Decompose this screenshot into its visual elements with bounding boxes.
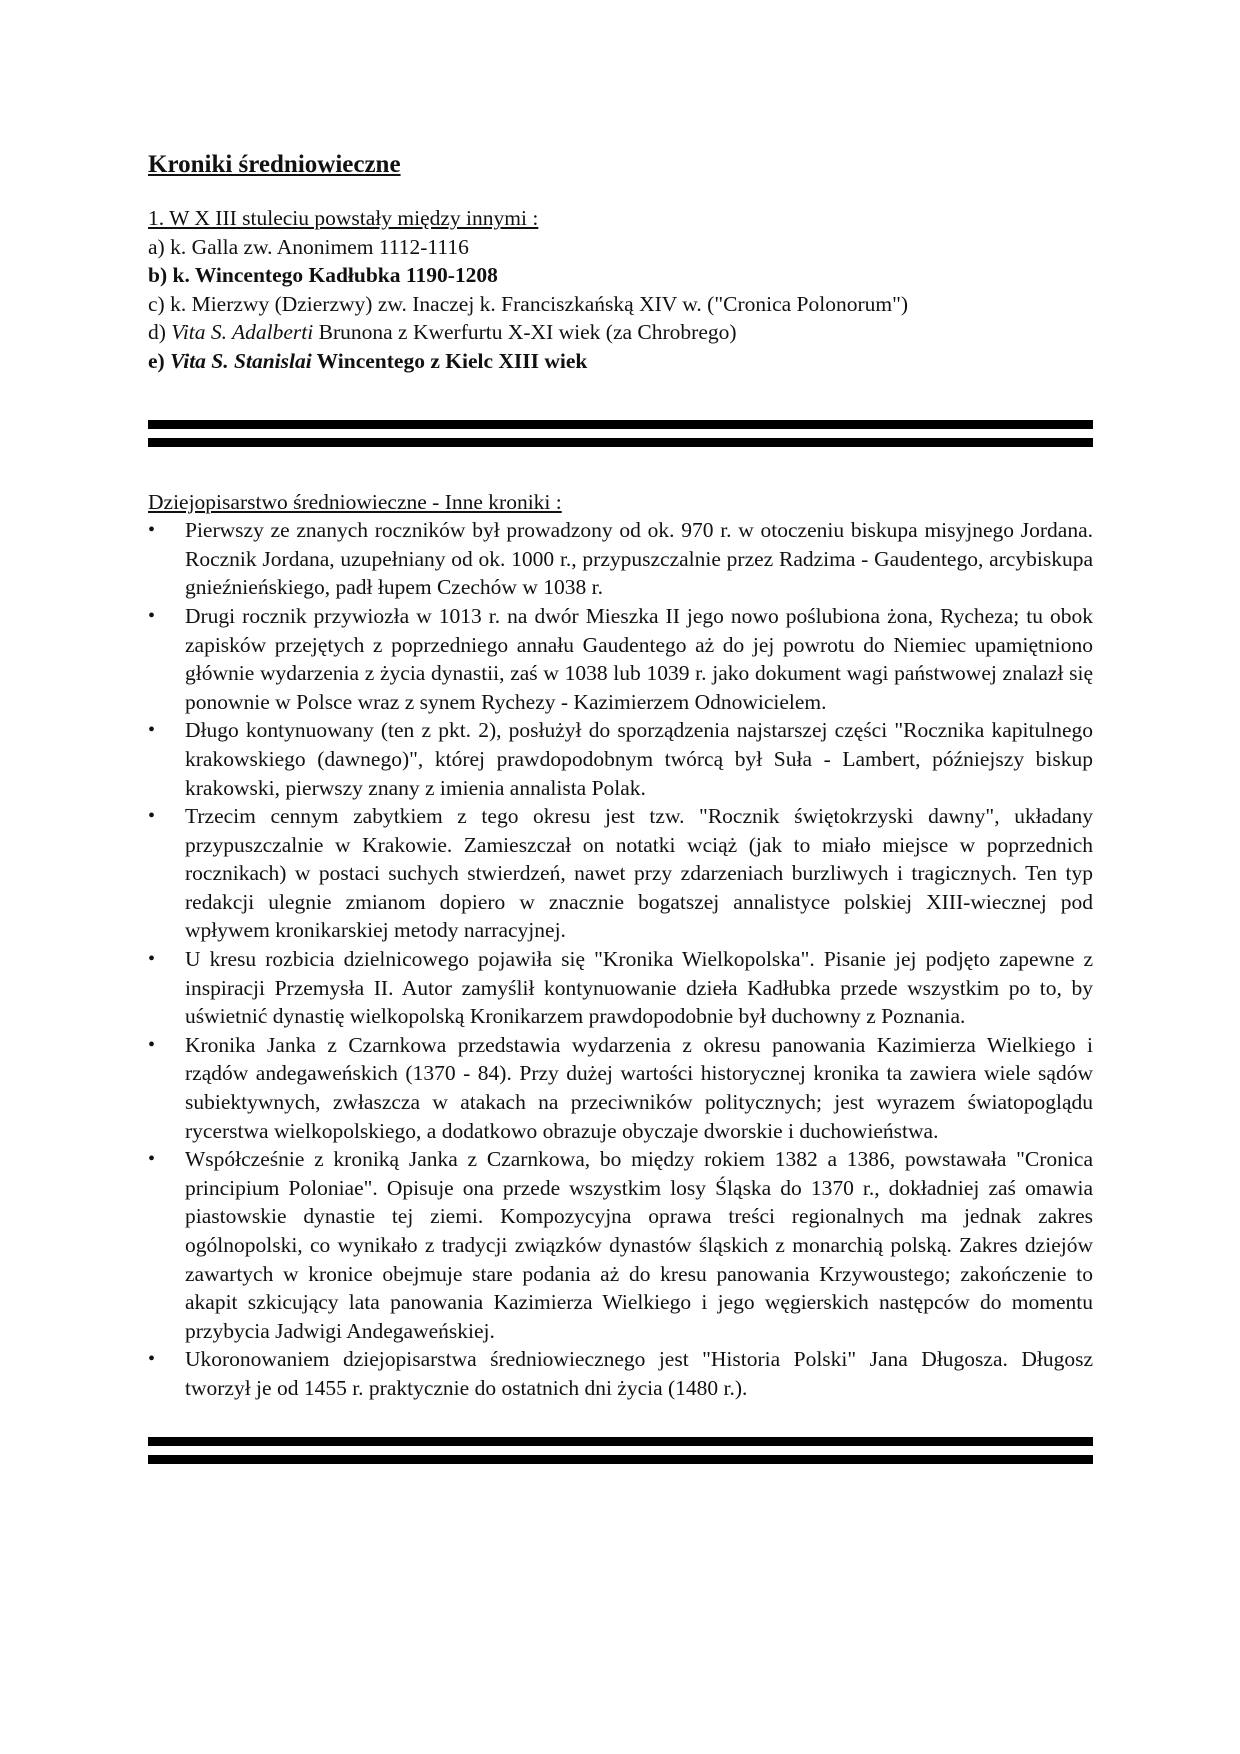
bullet-item: • U kresu rozbicia dzielnicowego pojawiła się "Kronika Wielkopolska". Pisanie jej podjęto zapewne z inspiracji Przemysła II. Autor zamyślił kontynuowanie dzieła Kadłubka przede wszystkim po to, by uświetnić dynastię wielkopolską Kronikarzem prawdopodobnie był duchowny z Poznania. [148,947,1093,1029]
list-item: b) k. Wincentego Kadłubka 1190-1208 [148,263,498,288]
bullet-icon: • [148,1348,156,1371]
bullet-icon: • [148,604,156,627]
divider-bar [148,1455,1093,1464]
list-item: e) Vita S. Stanislai Wincentego z Kielc XIII wiek [148,348,588,373]
document-body [148,150,1093,1464]
chronicle-bullet-list [148,516,1093,1402]
list-item: d) Vita S. Adalberti Brunona z Kwerfurtu X-XI wiek (za Chrobrego) [148,320,737,345]
list-item: c) k. Mierzwy (Dzierzwy) zw. Inaczej k. Franciszkańską XIV w. ("Cronica Polonorum") [148,291,909,316]
section-1-heading: 1. W X III stuleciu powstały między innymi : [148,206,539,230]
bullet-icon: • [148,719,156,742]
bullet-icon: • [148,1148,156,1171]
bullet-icon: • [148,805,156,828]
bullet-item: • Pierwszy ze znanych roczników był prowadzony od ok. 970 r. w otoczeniu biskupa misyjnego Jordana. Rocznik Jordana, uzupełniany od ok. 1000 r., przypuszczalnie przez Radzima - Gaudentego, arcybiskupa gnieźnieńskiego, padł łupem Czechów w 1038 r. [148,518,1093,600]
divider-bar [148,438,1093,447]
bullet-icon: • [148,1033,156,1056]
section-2-heading: Dziejopisarstwo średniowieczne - Inne kroniki : [148,489,562,514]
divider-bar [148,1437,1093,1446]
bullet-icon: • [148,519,156,542]
section-divider [148,420,1093,447]
divider-bar [148,420,1093,429]
bullet-icon: • [148,948,156,971]
bullet-item: • Trzecim cennym zabytkiem z tego okresu jest tzw. "Rocznik świętokrzyski dawny", układany przypuszczalnie w Krakowie. Zamieszczał on notatki wciąż (jak to miało miejsce w poprzednich rocznikach) w postaci suchych stwierdzeń, nawet przy zdarzeniach burzliwych i tragicznych. Ten typ redakcji ulegnie zmianom dopiero w znacznie bogatszej annalistyce polskiej XIII-wiecznej pod wpływem kronikarskiej metody narracyjnej. [148,804,1093,943]
bullet-item: • Ukoronowaniem dziejopisarstwa średniowiecznego jest "Historia Polski" Jana Długosza. Długosz tworzył je od 1455 r. praktycznie do ostatnich dni życia (1480 r.). [148,1347,1093,1400]
list-item: a) k. Galla zw. Anonimem 1112-1116 [148,234,469,259]
bullet-item: • Współcześnie z kroniką Janka z Czarnkowa, bo między rokiem 1382 a 1386, powstawała "Cronica principium Poloniae". Opisuje ona przede wszystkim losy Śląska do 1370 r., dokładniej zaś omawia piastowskie dynastie tej ziemi. Kompozycyjna oprawa treści regionalnych ma jednak zakres ogólnopolski, co wynikało z tradycji związków dynastów śląskich z monarchią polską. Zakres dziejów zawartych w kronice obejmuje stare podania aż do kresu panowania Krzywoustego; zakończenie to akapit szkicujący lata panowania Kazimierza Wielkiego i jego węgierskich następców do momentu przybycia Jadwigi Andegaweńskiej. [148,1147,1093,1343]
bullet-item: • Kronika Janka z Czarnkowa przedstawia wydarzenia z okresu panowania Kazimierza Wielkiego i rządów andegaweńskich (1370 - 84). Przy dużej wartości historycznej kronika ta zawiera wiele sądów subiektywnych, zwłaszcza w atakach na przeciwników politycznych; jest wyrazem światopoglądu rycerstwa wielkopolskiego, a dodatkowo obrazuje obyczaje dworskie i duchowieństwa. [148,1032,1093,1143]
bullet-item: • Długo kontynuowany (ten z pkt. 2), posłużył do sporządzenia najstarszej części "Rocznika kapitulnego krakowskiego (dawnego)", której prawdopodobnym twórcą był Suła - Lambert, późniejszy biskup krakowski, pierwszy znany z imienia annalista Polak. [148,718,1093,800]
bullet-item: • Drugi rocznik przywiozła w 1013 r. na dwór Mieszka II jego nowo poślubiona żona, Rycheza; tu obok zapisków przejętych z poprzedniego annału Gaudentego aż do jej powrotu do Niemiec upamiętniono głównie wydarzenia z życia dynastii, zaś w 1038 lub 1039 r. jako dokument wagi państwowej znalazł się ponownie w Polsce wraz z synem Rychezy - Kazimierzem Odnowicielem. [148,603,1093,714]
chronicle-list [148,233,1093,376]
section-divider [148,1437,1093,1464]
document-title: Kroniki średniowieczne [148,151,401,178]
